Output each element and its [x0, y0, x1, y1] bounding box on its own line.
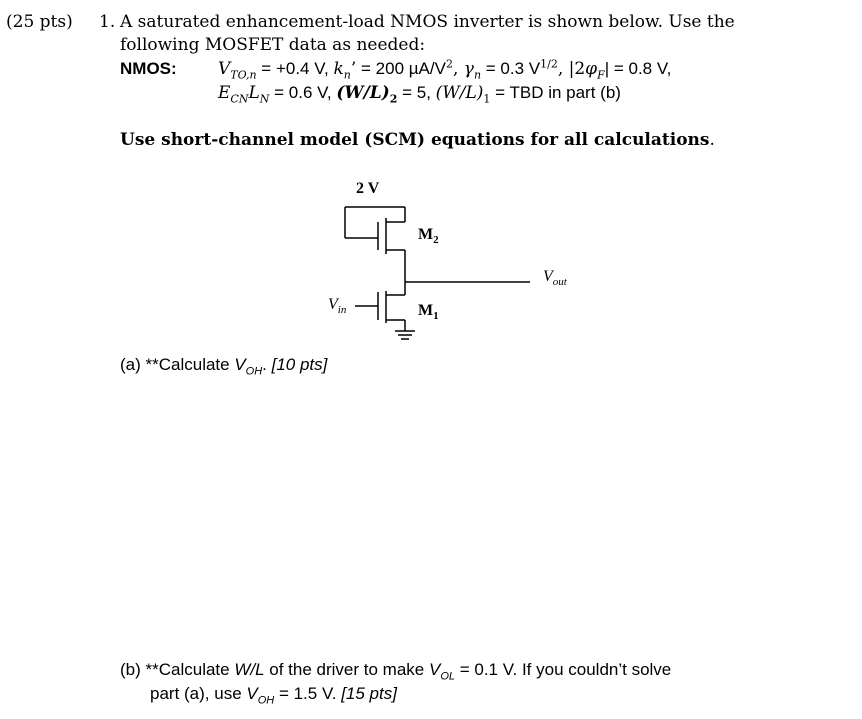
part-a-points: [10 pts]: [271, 355, 328, 374]
ecn-subscript: CN: [230, 92, 249, 106]
wl2-label: (W/L): [336, 83, 390, 103]
part-b-line2-prefix: part (a), use: [150, 684, 247, 703]
ecn-value: = 0.6 V,: [269, 83, 337, 102]
wl1-label: (W/L): [435, 83, 484, 103]
wl2-value: = 5,: [397, 83, 436, 102]
ln-subscript: N: [259, 92, 270, 106]
part-b-voh-value: = 1.5 V.: [274, 684, 342, 703]
nmos-label: NMOS:: [120, 59, 177, 78]
nmos-params-line1: $V_{TO,n} = +0.4$ V, $k_n$’ = 200 $\mu A/V^2$, $\gamma_n = 0.3$ $V^{1/2}$, $|2\varphi_F| = 0.8$ V,: [218, 57, 672, 82]
part-a-suffix: .: [262, 355, 272, 374]
vout-label: $V_{out}$: [543, 268, 567, 289]
vin-label: $V_{in}$: [328, 296, 347, 317]
part-b-points: [15 pts]: [341, 684, 397, 703]
m1-label: $M_1$: [418, 302, 439, 323]
gamma-exponent: 1/2: [540, 57, 558, 71]
wl1-subscript: 1: [483, 92, 491, 106]
part-b-line2: [150, 683, 397, 705]
part-b-voh-subscript: OH: [257, 694, 275, 707]
part-b-vol-value: = 0.1 V. If you couldn’t solve: [455, 660, 672, 679]
phi-symbol: φ: [585, 59, 598, 79]
part-b-wl: W/L: [234, 660, 265, 679]
ln-symbol: L: [248, 83, 260, 103]
instruction-bold: Use short-channel model (SCM) equations for all calculations: [120, 130, 710, 150]
problem-intro-line2: following MOSFET data as needed:: [120, 35, 426, 55]
problem-number: 1.: [99, 12, 116, 32]
wl2-subscript: 2: [389, 92, 398, 106]
wl1-value: = TBD in part (b): [490, 83, 621, 102]
kn-value: = 200 µA/V: [356, 59, 446, 78]
phi-subscript: F: [597, 68, 605, 82]
kn-subscript: n: [343, 68, 351, 82]
kn-exponent: 2: [445, 57, 453, 71]
phi-value: | = 0.8 V,: [604, 59, 672, 78]
part-a-text: [120, 354, 327, 376]
vto-symbol: V: [218, 59, 231, 79]
phi-prefix: , |2: [557, 59, 586, 79]
ecn-symbol: E: [218, 83, 231, 103]
supply-voltage-label: 2 V: [356, 180, 380, 197]
vto-value: = +0.4 V,: [256, 59, 334, 78]
gamma-symbol: γ: [463, 59, 474, 79]
problem-points: (25 pts): [6, 12, 73, 32]
kn-prime: ’: [350, 59, 357, 79]
part-a-voh-symbol: V: [234, 355, 246, 374]
part-a-prefix: (a) **Calculate: [120, 355, 235, 374]
part-b-mid: of the driver to make: [264, 660, 429, 679]
m2-label: $M_2$: [418, 226, 439, 247]
kn-symbol: k: [333, 59, 344, 79]
part-b-voh-symbol: V: [246, 684, 258, 703]
part-b-vol-subscript: OL: [440, 670, 455, 683]
problem-intro-line1: A saturated enhancement-load NMOS inverter is shown below. Use the: [120, 12, 735, 32]
instruction-period: .: [709, 130, 715, 150]
gamma-value: = 0.3 V: [481, 59, 541, 78]
part-a-voh-subscript: OH: [245, 365, 263, 378]
vto-subscript: TO,n: [230, 68, 257, 82]
part-b-vol-symbol: V: [428, 660, 441, 679]
gamma-subscript: n: [473, 68, 482, 82]
part-b-prefix: (b) **Calculate: [120, 660, 235, 679]
part-b-line1: [120, 659, 671, 681]
